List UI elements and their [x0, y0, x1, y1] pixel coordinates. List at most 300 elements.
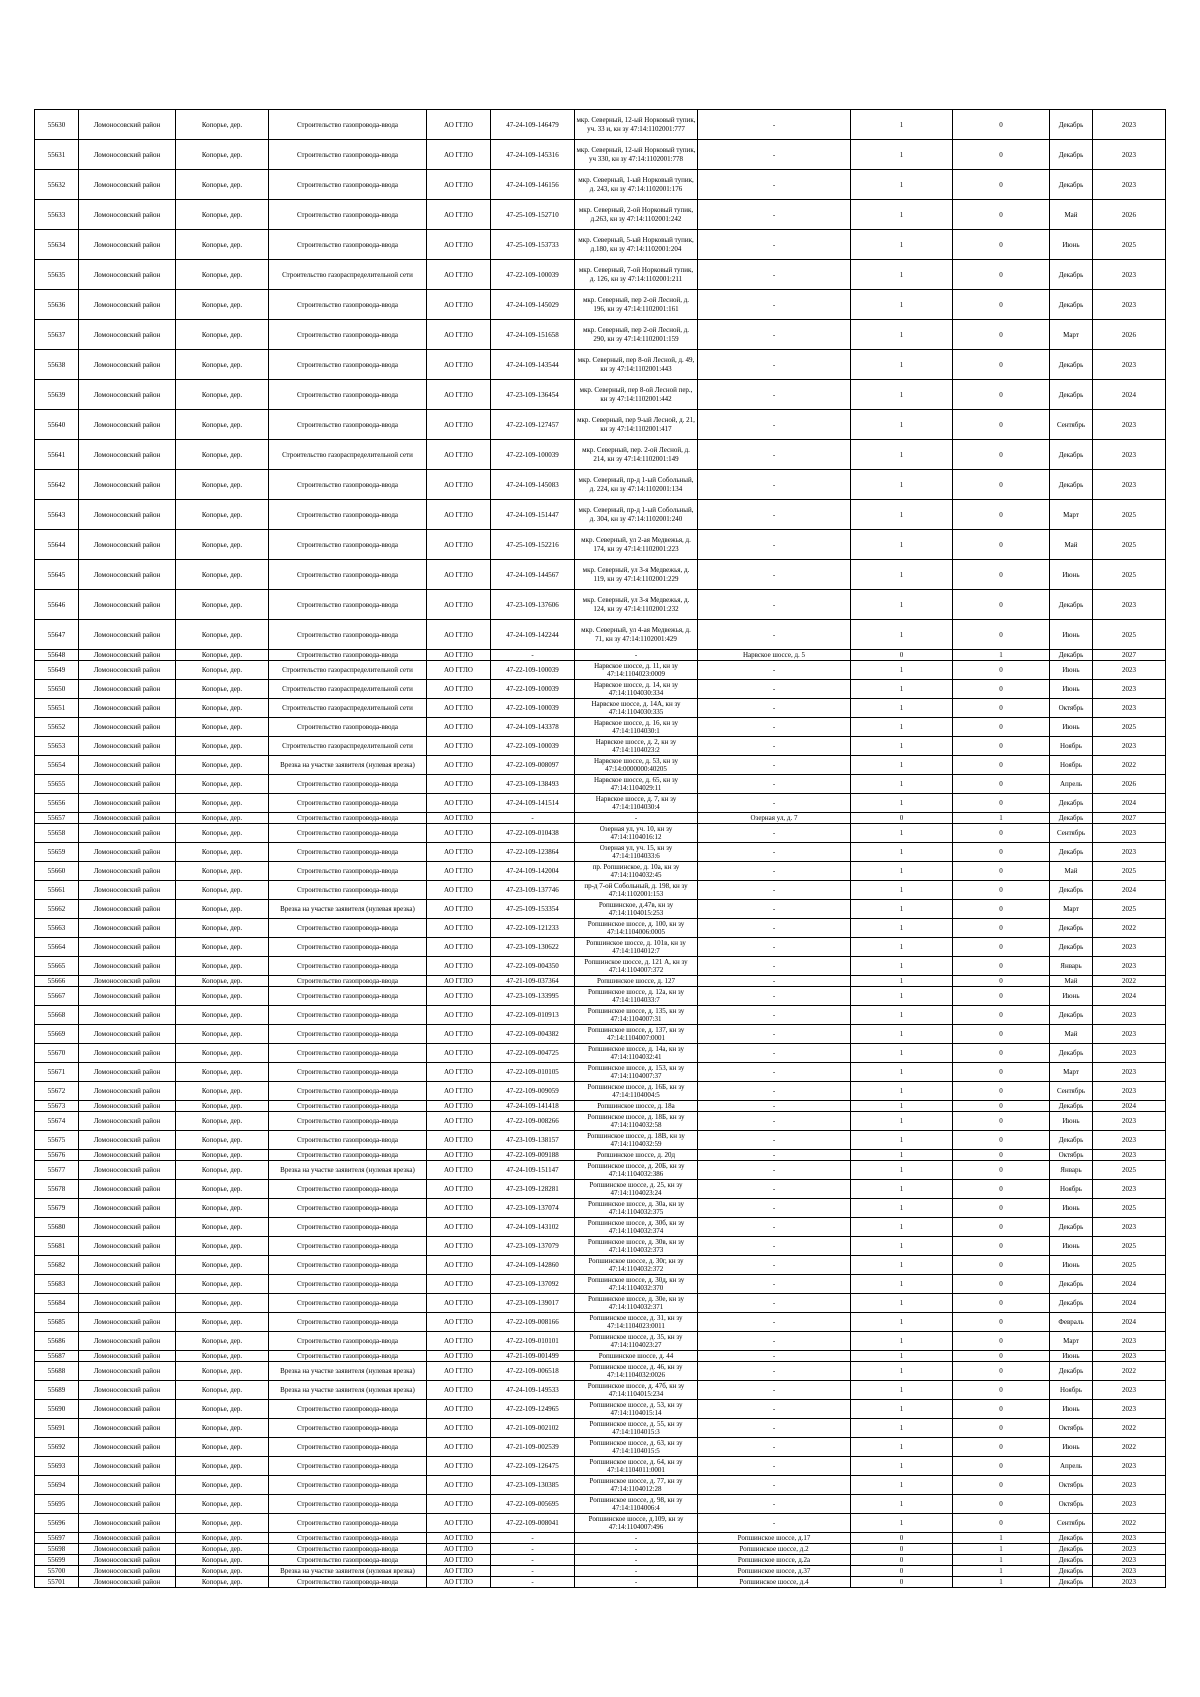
work-type-cell: Строительство газопровода-ввода [269, 410, 427, 440]
work-type-cell: Строительство газопровода-ввода [269, 1313, 427, 1332]
month-cell: Декабрь [1050, 1006, 1093, 1025]
row-number-cell: 55658 [35, 824, 79, 843]
count-b-cell: 0 [953, 590, 1050, 620]
row-number-cell: 55676 [35, 1150, 79, 1161]
organization-cell: АО ГГЛО [427, 200, 491, 230]
settlement-cell: Копорье, дер. [176, 1275, 269, 1294]
table-row [35, 1533, 1166, 1544]
district-cell: Ломоносовский район [79, 590, 176, 620]
address-cell: - [575, 1577, 698, 1588]
work-type-cell: Строительство газораспределительной сети [269, 680, 427, 699]
count-a-cell: 1 [851, 900, 953, 919]
count-a-cell: 1 [851, 590, 953, 620]
work-type-cell: Строительство газопровода-ввода [269, 1131, 427, 1150]
table-row [35, 824, 1166, 843]
alt-address-cell: - [698, 1313, 851, 1332]
year-cell: 2023 [1093, 1555, 1166, 1566]
work-type-cell: Врезка на участке заявителя (нулевая врезка) [269, 1362, 427, 1381]
year-cell: 2025 [1093, 1256, 1166, 1275]
settlement-cell: Копорье, дер. [176, 881, 269, 900]
organization-cell: АО ГГЛО [427, 1400, 491, 1419]
count-b-cell: 0 [953, 1218, 1050, 1237]
organization-cell: АО ГГЛО [427, 843, 491, 862]
district-cell: Ломоносовский район [79, 794, 176, 813]
year-cell: 2023 [1093, 410, 1166, 440]
work-type-cell: Строительство газопровода-ввода [269, 1044, 427, 1063]
row-number-cell: 55650 [35, 680, 79, 699]
row-number-cell: 55692 [35, 1438, 79, 1457]
permit-number-cell: 47-23-109-137606 [491, 590, 575, 620]
table-row [35, 410, 1166, 440]
settlement-cell: Копорье, дер. [176, 1006, 269, 1025]
alt-address-cell: - [698, 1161, 851, 1180]
district-cell: Ломоносовский район [79, 1514, 176, 1533]
row-number-cell: 55654 [35, 756, 79, 775]
settlement-cell: Копорье, дер. [176, 699, 269, 718]
table-row [35, 1351, 1166, 1362]
month-cell: Декабрь [1050, 1044, 1093, 1063]
count-b-cell: 0 [953, 1131, 1050, 1150]
permit-number-cell: 47-24-109-145029 [491, 290, 575, 320]
count-a-cell: 1 [851, 1199, 953, 1218]
organization-cell: АО ГГЛО [427, 1150, 491, 1161]
count-a-cell: 1 [851, 1381, 953, 1400]
organization-cell: АО ГГЛО [427, 699, 491, 718]
permit-number-cell: 47-24-109-146479 [491, 110, 575, 140]
table-row [35, 718, 1166, 737]
settlement-cell: Копорье, дер. [176, 650, 269, 661]
alt-address-cell: - [698, 737, 851, 756]
count-a-cell: 1 [851, 110, 953, 140]
settlement-cell: Копорье, дер. [176, 1419, 269, 1438]
count-b-cell: 0 [953, 1275, 1050, 1294]
settlement-cell: Копорье, дер. [176, 1256, 269, 1275]
work-type-cell: Строительство газопровода-ввода [269, 862, 427, 881]
count-b-cell: 0 [953, 1438, 1050, 1457]
year-cell: 2022 [1093, 1362, 1166, 1381]
district-cell: Ломоносовский район [79, 661, 176, 680]
month-cell: Декабрь [1050, 350, 1093, 380]
row-number-cell: 55648 [35, 650, 79, 661]
count-b-cell: 0 [953, 699, 1050, 718]
year-cell: 2023 [1093, 440, 1166, 470]
table-row [35, 1112, 1166, 1131]
table-row [35, 1495, 1166, 1514]
work-type-cell: Строительство газопровода-ввода [269, 1237, 427, 1256]
table-row [35, 1237, 1166, 1256]
count-a-cell: 1 [851, 756, 953, 775]
permit-number-cell: 47-22-109-010101 [491, 1332, 575, 1351]
work-type-cell: Строительство газопровода-ввода [269, 560, 427, 590]
count-a-cell: 1 [851, 1161, 953, 1180]
month-cell: Март [1050, 320, 1093, 350]
work-type-cell: Строительство газопровода-ввода [269, 290, 427, 320]
district-cell: Ломоносовский район [79, 560, 176, 590]
organization-cell: АО ГГЛО [427, 987, 491, 1006]
count-b-cell: 0 [953, 200, 1050, 230]
count-a-cell: 1 [851, 1476, 953, 1495]
permit-number-cell: 47-22-109-100039 [491, 680, 575, 699]
month-cell: Сентябрь [1050, 1082, 1093, 1101]
organization-cell: АО ГГЛО [427, 1514, 491, 1533]
address-cell: Ропшинское шоссе, д.109, кн зу 47:14:1104007:496 [575, 1514, 698, 1533]
organization-cell: АО ГГЛО [427, 500, 491, 530]
row-number-cell: 55675 [35, 1131, 79, 1150]
permit-number-cell: 47-24-109-151447 [491, 500, 575, 530]
alt-address-cell: - [698, 590, 851, 620]
district-cell: Ломоносовский район [79, 824, 176, 843]
address-cell: мкр. Северный, пер 2-ой Лесной, д. 196, кн зу 47:14:1102001:161 [575, 290, 698, 320]
district-cell: Ломоносовский район [79, 957, 176, 976]
month-cell: Май [1050, 862, 1093, 881]
count-b-cell: 0 [953, 1400, 1050, 1419]
month-cell: Ноябрь [1050, 1180, 1093, 1199]
row-number-cell: 55660 [35, 862, 79, 881]
alt-address-cell: - [698, 110, 851, 140]
district-cell: Ломоносовский район [79, 1044, 176, 1063]
district-cell: Ломоносовский район [79, 699, 176, 718]
district-cell: Ломоносовский район [79, 737, 176, 756]
row-number-cell: 55691 [35, 1419, 79, 1438]
work-type-cell: Строительство газопровода-ввода [269, 976, 427, 987]
table-row [35, 987, 1166, 1006]
month-cell: Декабрь [1050, 1362, 1093, 1381]
alt-address-cell: - [698, 1275, 851, 1294]
alt-address-cell: - [698, 1180, 851, 1199]
year-cell: 2023 [1093, 1006, 1166, 1025]
alt-address-cell: - [698, 620, 851, 650]
year-cell: 2023 [1093, 1476, 1166, 1495]
alt-address-cell: - [698, 1199, 851, 1218]
address-cell: Нарвское шоссе, д. 16, кн зу 47:14:1104030:1 [575, 718, 698, 737]
count-a-cell: 1 [851, 1256, 953, 1275]
month-cell: Декабрь [1050, 813, 1093, 824]
alt-address-cell: - [698, 987, 851, 1006]
count-a-cell: 1 [851, 680, 953, 699]
month-cell: Декабрь [1050, 1533, 1093, 1544]
work-type-cell: Строительство газопровода-ввода [269, 1400, 427, 1419]
month-cell: Апрель [1050, 1457, 1093, 1476]
district-cell: Ломоносовский район [79, 1419, 176, 1438]
month-cell: Декабрь [1050, 440, 1093, 470]
permit-number-cell: 47-21-109-002539 [491, 1438, 575, 1457]
count-a-cell: 1 [851, 737, 953, 756]
work-type-cell: Строительство газопровода-ввода [269, 1419, 427, 1438]
settlement-cell: Копорье, дер. [176, 1161, 269, 1180]
address-cell: Ропшинское шоссе, д. 20Б, кн зу 47:14:1104032:386 [575, 1161, 698, 1180]
year-cell: 2023 [1093, 1495, 1166, 1514]
organization-cell: АО ГГЛО [427, 824, 491, 843]
district-cell: Ломоносовский район [79, 500, 176, 530]
year-cell: 2023 [1093, 1533, 1166, 1544]
table-row [35, 1044, 1166, 1063]
month-cell: Декабрь [1050, 881, 1093, 900]
year-cell: 2025 [1093, 1161, 1166, 1180]
year-cell: 2024 [1093, 987, 1166, 1006]
address-cell: мкр. Северный, 7-ой Норковый тупик, д. 126, кн зу 47:14:1102001:211 [575, 260, 698, 290]
organization-cell: АО ГГЛО [427, 976, 491, 987]
alt-address-cell: - [698, 1082, 851, 1101]
month-cell: Декабрь [1050, 1544, 1093, 1555]
alt-address-cell: - [698, 290, 851, 320]
alt-address-cell: - [698, 1025, 851, 1044]
organization-cell: АО ГГЛО [427, 170, 491, 200]
address-cell: Нарвское шоссе, д. 2, кн зу 47:14:1104023:2 [575, 737, 698, 756]
count-a-cell: 1 [851, 1400, 953, 1419]
address-cell: Ропшинское шоссе, д. 30б, кн зу 47:14:1104032:374 [575, 1218, 698, 1237]
address-cell: Ропшинское шоссе, д. 121 А, кн зу 47:14:1104007:372 [575, 957, 698, 976]
count-b-cell: 1 [953, 1533, 1050, 1544]
count-a-cell: 1 [851, 560, 953, 590]
organization-cell: АО ГГЛО [427, 1533, 491, 1544]
table-row [35, 1131, 1166, 1150]
organization-cell: АО ГГЛО [427, 380, 491, 410]
settlement-cell: Копорье, дер. [176, 1438, 269, 1457]
work-type-cell: Строительство газопровода-ввода [269, 881, 427, 900]
alt-address-cell: - [698, 1476, 851, 1495]
row-number-cell: 55693 [35, 1457, 79, 1476]
row-number-cell: 55670 [35, 1044, 79, 1063]
row-number-cell: 55651 [35, 699, 79, 718]
district-cell: Ломоносовский район [79, 1555, 176, 1566]
settlement-cell: Копорье, дер. [176, 380, 269, 410]
month-cell: Октябрь [1050, 1476, 1093, 1495]
count-b-cell: 0 [953, 1025, 1050, 1044]
row-number-cell: 55652 [35, 718, 79, 737]
month-cell: Май [1050, 1025, 1093, 1044]
row-number-cell: 55638 [35, 350, 79, 380]
count-a-cell: 1 [851, 290, 953, 320]
organization-cell: АО ГГЛО [427, 560, 491, 590]
year-cell: 2023 [1093, 350, 1166, 380]
work-type-cell: Строительство газопровода-ввода [269, 987, 427, 1006]
settlement-cell: Копорье, дер. [176, 290, 269, 320]
work-type-cell: Строительство газопровода-ввода [269, 590, 427, 620]
month-cell: Апрель [1050, 775, 1093, 794]
work-type-cell: Строительство газопровода-ввода [269, 1112, 427, 1131]
alt-address-cell: - [698, 699, 851, 718]
alt-address-cell: - [698, 680, 851, 699]
district-cell: Ломоносовский район [79, 260, 176, 290]
organization-cell: АО ГГЛО [427, 1161, 491, 1180]
settlement-cell: Копорье, дер. [176, 1313, 269, 1332]
table-row [35, 170, 1166, 200]
table-row [35, 350, 1166, 380]
organization-cell: АО ГГЛО [427, 1044, 491, 1063]
month-cell: Декабрь [1050, 1101, 1093, 1112]
address-cell: Нарвское шоссе, д. 53, кн зу 47:14:0000000:40205 [575, 756, 698, 775]
address-cell: мкр. Северный, пер 2-ой Лесной, д. 290, кн зу 47:14:1102001:159 [575, 320, 698, 350]
row-number-cell: 55688 [35, 1362, 79, 1381]
count-a-cell: 1 [851, 843, 953, 862]
count-a-cell: 1 [851, 1044, 953, 1063]
table-row [35, 1294, 1166, 1313]
settlement-cell: Копорье, дер. [176, 170, 269, 200]
year-cell: 2025 [1093, 500, 1166, 530]
count-a-cell: 0 [851, 813, 953, 824]
permit-number-cell: 47-23-109-139017 [491, 1294, 575, 1313]
count-b-cell: 1 [953, 1544, 1050, 1555]
work-type-cell: Строительство газопровода-ввода [269, 140, 427, 170]
count-b-cell: 0 [953, 1063, 1050, 1082]
table-row [35, 737, 1166, 756]
organization-cell: АО ГГЛО [427, 938, 491, 957]
row-number-cell: 55637 [35, 320, 79, 350]
row-number-cell: 55636 [35, 290, 79, 320]
month-cell: Сентябрь [1050, 824, 1093, 843]
year-cell: 2023 [1093, 957, 1166, 976]
permit-number-cell: 47-22-109-010105 [491, 1063, 575, 1082]
district-cell: Ломоносовский район [79, 1161, 176, 1180]
alt-address-cell: Ропшинское шоссе, д.2а [698, 1555, 851, 1566]
count-b-cell: 0 [953, 320, 1050, 350]
alt-address-cell: - [698, 1419, 851, 1438]
permit-number-cell: 47-24-109-143544 [491, 350, 575, 380]
settlement-cell: Копорье, дер. [176, 843, 269, 862]
table-row [35, 620, 1166, 650]
organization-cell: АО ГГЛО [427, 1419, 491, 1438]
count-b-cell: 0 [953, 500, 1050, 530]
month-cell: Июнь [1050, 560, 1093, 590]
organization-cell: АО ГГЛО [427, 1025, 491, 1044]
district-cell: Ломоносовский район [79, 756, 176, 775]
address-cell: Ропшинское шоссе, д. 47б, кн зу 47:14:1104015:234 [575, 1381, 698, 1400]
alt-address-cell: - [698, 530, 851, 560]
address-cell: - [575, 1566, 698, 1577]
permit-number-cell: 47-23-109-130622 [491, 938, 575, 957]
district-cell: Ломоносовский район [79, 1381, 176, 1400]
address-cell: Ропшинское шоссе, д. 14а, кн зу 47:14:1104032:41 [575, 1044, 698, 1063]
settlement-cell: Копорье, дер. [176, 1514, 269, 1533]
organization-cell: АО ГГЛО [427, 900, 491, 919]
month-cell: Июнь [1050, 1351, 1093, 1362]
address-cell: Ропшинское шоссе, д. 153, кн зу 47:14:1104007:37 [575, 1063, 698, 1082]
district-cell: Ломоносовский район [79, 1063, 176, 1082]
alt-address-cell: - [698, 1351, 851, 1362]
address-cell: Ропшинское шоссе, д. 137, кн зу 47:14:1104007:0001 [575, 1025, 698, 1044]
settlement-cell: Копорье, дер. [176, 1044, 269, 1063]
organization-cell: АО ГГЛО [427, 410, 491, 440]
settlement-cell: Копорье, дер. [176, 1457, 269, 1476]
settlement-cell: Копорье, дер. [176, 410, 269, 440]
count-a-cell: 1 [851, 1275, 953, 1294]
permit-number-cell: - [491, 813, 575, 824]
address-cell: Ропшинское шоссе, д. 30д, кн зу 47:14:1104032:370 [575, 1275, 698, 1294]
year-cell: 2022 [1093, 1438, 1166, 1457]
permit-number-cell: 47-21-109-037364 [491, 976, 575, 987]
row-number-cell: 55697 [35, 1533, 79, 1544]
table-row [35, 1256, 1166, 1275]
year-cell: 2024 [1093, 1294, 1166, 1313]
row-number-cell: 55683 [35, 1275, 79, 1294]
address-cell: - [575, 1533, 698, 1544]
alt-address-cell: - [698, 1332, 851, 1351]
count-a-cell: 1 [851, 718, 953, 737]
settlement-cell: Копорье, дер. [176, 794, 269, 813]
district-cell: Ломоносовский район [79, 1457, 176, 1476]
month-cell: Декабрь [1050, 1218, 1093, 1237]
work-type-cell: Строительство газопровода-ввода [269, 650, 427, 661]
work-type-cell: Строительство газопровода-ввода [269, 1218, 427, 1237]
alt-address-cell: - [698, 1237, 851, 1256]
organization-cell: АО ГГЛО [427, 862, 491, 881]
count-b-cell: 0 [953, 350, 1050, 380]
count-b-cell: 0 [953, 530, 1050, 560]
alt-address-cell: - [698, 1400, 851, 1419]
month-cell: Октябрь [1050, 1150, 1093, 1161]
count-a-cell: 1 [851, 794, 953, 813]
count-b-cell: 0 [953, 957, 1050, 976]
row-number-cell: 55641 [35, 440, 79, 470]
organization-cell: АО ГГЛО [427, 1495, 491, 1514]
address-cell: Нарвское шоссе, д. 65, кн зу 47:14:1104029:11 [575, 775, 698, 794]
count-a-cell: 1 [851, 862, 953, 881]
address-cell: Ропшинское шоссе, д. 30в, кн зу 47:14:1104032:373 [575, 1237, 698, 1256]
permit-number-cell: - [491, 1533, 575, 1544]
month-cell: Март [1050, 900, 1093, 919]
table-row [35, 1555, 1166, 1566]
month-cell: Июнь [1050, 1438, 1093, 1457]
count-b-cell: 0 [953, 661, 1050, 680]
count-b-cell: 0 [953, 900, 1050, 919]
settlement-cell: Копорье, дер. [176, 530, 269, 560]
row-number-cell: 55643 [35, 500, 79, 530]
count-a-cell: 1 [851, 200, 953, 230]
district-cell: Ломоносовский район [79, 976, 176, 987]
table-row [35, 110, 1166, 140]
count-b-cell: 0 [953, 1101, 1050, 1112]
year-cell: 2023 [1093, 1063, 1166, 1082]
row-number-cell: 55684 [35, 1294, 79, 1313]
alt-address-cell: - [698, 1063, 851, 1082]
row-number-cell: 55672 [35, 1082, 79, 1101]
alt-address-cell: - [698, 862, 851, 881]
table-row [35, 440, 1166, 470]
row-number-cell: 55690 [35, 1400, 79, 1419]
count-a-cell: 1 [851, 170, 953, 200]
address-cell: пр. Ропшинское, д. 10а, кн зу 47:14:1104032:45 [575, 862, 698, 881]
year-cell: 2025 [1093, 560, 1166, 590]
address-cell: мкр. Северный, пер 8-ой Лесной, д. 49, кн зу 47:14:1102001:443 [575, 350, 698, 380]
address-cell: Ропшинское шоссе, д. 101в, кн зу 47:14:1104012:7 [575, 938, 698, 957]
count-a-cell: 1 [851, 881, 953, 900]
organization-cell: АО ГГЛО [427, 1555, 491, 1566]
settlement-cell: Копорье, дер. [176, 661, 269, 680]
work-type-cell: Врезка на участке заявителя (нулевая врезка) [269, 900, 427, 919]
district-cell: Ломоносовский район [79, 1577, 176, 1588]
row-number-cell: 55668 [35, 1006, 79, 1025]
month-cell: Декабрь [1050, 794, 1093, 813]
alt-address-cell: - [698, 1150, 851, 1161]
count-b-cell: 0 [953, 1180, 1050, 1199]
district-cell: Ломоносовский район [79, 110, 176, 140]
permit-number-cell: 47-24-109-146156 [491, 170, 575, 200]
address-cell: Ропшинское шоссе, д. 20д [575, 1150, 698, 1161]
count-b-cell: 0 [953, 1313, 1050, 1332]
table-row [35, 1180, 1166, 1199]
document-page [34, 109, 1165, 1588]
month-cell: Июнь [1050, 1256, 1093, 1275]
row-number-cell: 55687 [35, 1351, 79, 1362]
count-a-cell: 1 [851, 1082, 953, 1101]
district-cell: Ломоносовский район [79, 1131, 176, 1150]
address-cell: Озерная ул, уч. 10, кн зу 47:14:1104016:12 [575, 824, 698, 843]
permit-number-cell: 47-22-109-004350 [491, 957, 575, 976]
year-cell: 2025 [1093, 1199, 1166, 1218]
table-row [35, 900, 1166, 919]
count-a-cell: 0 [851, 1555, 953, 1566]
organization-cell: АО ГГЛО [427, 718, 491, 737]
